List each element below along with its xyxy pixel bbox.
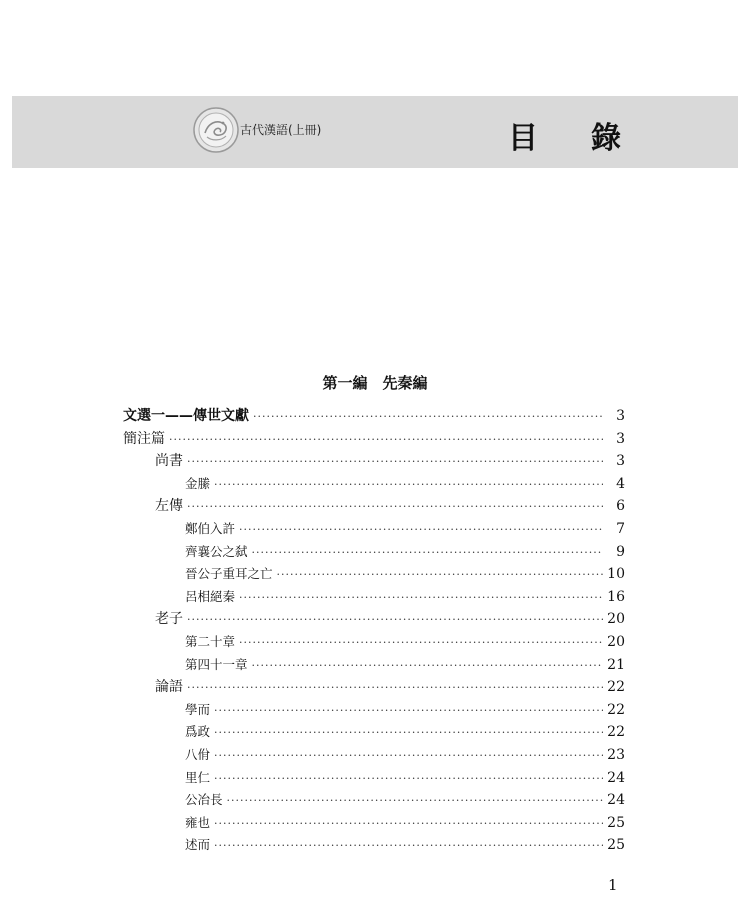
toc-entry[interactable] (185, 699, 625, 721)
toc-entry[interactable] (185, 789, 625, 811)
toc-entry[interactable] (185, 744, 625, 766)
dot-leader (214, 722, 603, 744)
toc-entry-page: 20 (607, 611, 625, 628)
dragon-seal-icon (193, 107, 239, 153)
dot-leader (252, 655, 603, 677)
toc-entry-title: 呂相絕秦 (185, 588, 236, 604)
dot-leader (214, 813, 603, 835)
toc-entry-page: 22 (607, 701, 625, 718)
dot-leader (187, 609, 603, 631)
book-title: 古代漢語(上冊) (240, 123, 322, 137)
dot-leader (277, 564, 603, 586)
toc-entry[interactable] (185, 586, 625, 608)
toc-entry-page: 3 (616, 430, 625, 447)
page-title: 目錄 (508, 121, 674, 156)
toc-entry[interactable] (155, 608, 625, 630)
toc-entry[interactable] (185, 541, 625, 563)
toc-entry[interactable] (123, 405, 625, 427)
toc-entry-title: 學而 (185, 701, 211, 717)
toc-entry-page: 23 (607, 747, 625, 763)
part-heading: 第一編 先秦編 (322, 374, 428, 392)
toc-entry-page: 3 (616, 453, 625, 470)
toc-entry[interactable] (185, 631, 625, 653)
toc-entry[interactable] (185, 834, 625, 856)
toc-entry-page: 22 (607, 679, 625, 696)
toc-entry-page: 25 (607, 814, 625, 831)
dot-leader (253, 406, 603, 428)
toc-entry-title: 左傳 (155, 498, 183, 515)
toc-entry-title: 老子 (155, 611, 183, 628)
dot-leader (239, 587, 603, 609)
toc-entry[interactable] (185, 654, 625, 676)
toc-entry[interactable] (123, 428, 625, 450)
dot-leader (214, 835, 603, 857)
dot-leader (169, 429, 603, 451)
toc-entry-page: 25 (607, 837, 625, 854)
toc-entry-title: 文選一——傳世文獻 (123, 408, 249, 424)
toc-entry[interactable] (155, 676, 625, 698)
toc-entry-page: 24 (607, 792, 625, 809)
dot-leader (187, 677, 603, 699)
toc-entry[interactable] (155, 450, 625, 472)
toc-entry-page: 20 (607, 634, 625, 650)
dot-leader (227, 790, 603, 812)
toc-entry-title: 述而 (185, 837, 211, 853)
dot-leader (214, 745, 603, 767)
toc-entry-page: 10 (607, 566, 625, 583)
toc-entry-page: 9 (616, 543, 625, 560)
toc-entry-page: 4 (616, 475, 625, 492)
toc-entry-title: 論語 (155, 679, 183, 696)
toc-entry-title: 第四十一章 (185, 656, 248, 672)
dot-leader (187, 496, 603, 518)
toc-entry-title: 鄭伯入許 (185, 521, 236, 536)
toc-entry-title: 簡注篇 (123, 430, 165, 447)
dot-leader (239, 519, 603, 541)
toc-entry[interactable] (155, 495, 625, 517)
toc-entry-page: 16 (607, 588, 625, 605)
toc-entry[interactable] (185, 473, 625, 495)
toc-entry-page: 24 (607, 769, 625, 786)
dot-leader (239, 632, 603, 654)
toc-entry-title: 公冶長 (185, 792, 223, 808)
dot-leader (214, 474, 603, 496)
toc-entry-title: 八佾 (185, 747, 211, 762)
page-number: 1 (608, 876, 618, 894)
dot-leader (252, 542, 603, 564)
toc-entry-title: 第二十章 (185, 634, 236, 649)
toc-entry[interactable] (185, 812, 625, 834)
toc-entry-page: 22 (607, 724, 625, 741)
toc-entry-title: 尚書 (155, 453, 183, 470)
toc-entry-title: 雍也 (185, 814, 211, 830)
toc-entry-page: 6 (616, 498, 625, 515)
dot-leader (214, 768, 603, 790)
dot-leader (214, 700, 603, 722)
toc-entry[interactable] (185, 563, 625, 585)
toc-entry-page: 3 (616, 408, 625, 424)
toc-entry[interactable] (185, 767, 625, 789)
toc-entry[interactable] (185, 518, 625, 540)
dot-leader (187, 451, 603, 473)
toc-entry-title: 爲政 (185, 724, 211, 740)
toc-entry[interactable] (185, 721, 625, 743)
toc-entry-title: 金縢 (185, 475, 211, 491)
toc-entry-title: 齊襄公之弑 (185, 543, 248, 559)
toc-entry-page: 21 (607, 656, 625, 673)
toc-entry-title: 晉公子重耳之亡 (185, 566, 273, 582)
toc-entry-page: 7 (616, 521, 625, 537)
toc-entry-title: 里仁 (185, 769, 211, 785)
